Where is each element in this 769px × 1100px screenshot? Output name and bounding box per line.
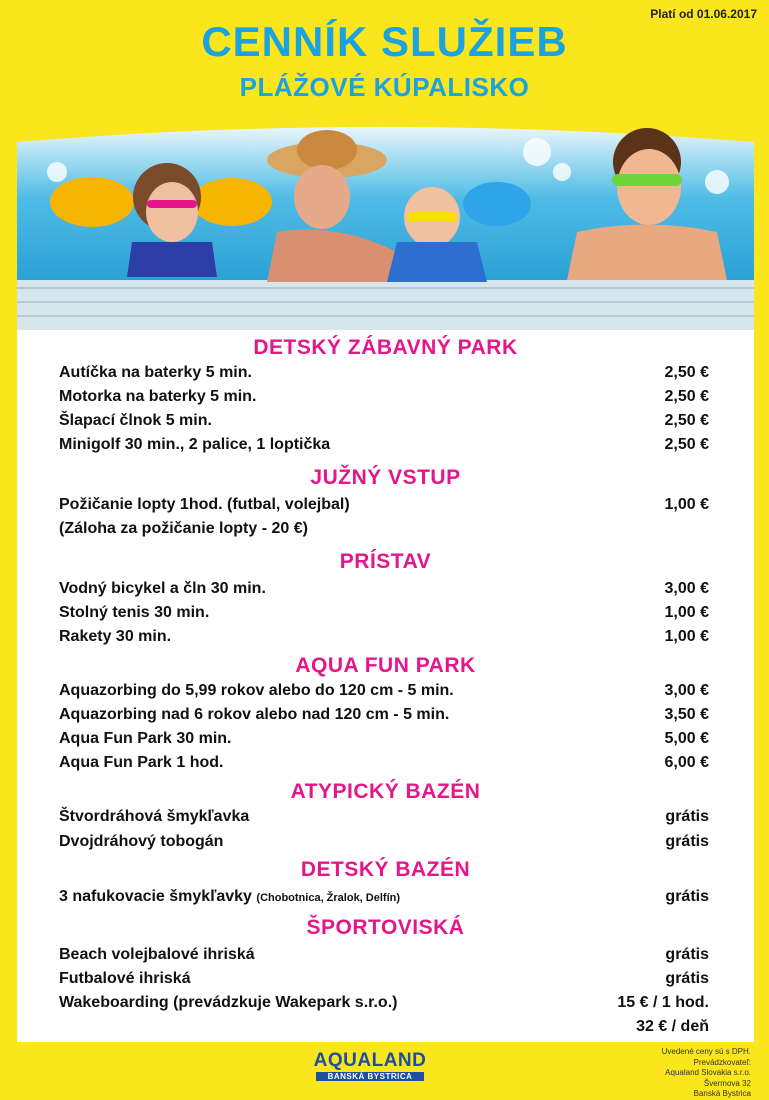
item-price: 5,00 € bbox=[664, 730, 709, 747]
item-price: 3,00 € bbox=[664, 580, 709, 597]
section-title-port: PRÍSTAV bbox=[339, 550, 432, 573]
item-price: 2,50 € bbox=[664, 412, 709, 429]
item-name: Vodný bicykel a čln 30 min. bbox=[59, 580, 266, 597]
item-price: grátis bbox=[665, 888, 709, 905]
item-name: Dvojdráhový tobogán bbox=[59, 833, 224, 850]
item-name: Motorka na baterky 5 min. bbox=[59, 388, 257, 405]
list-item bbox=[59, 580, 709, 602]
item-price: 2,50 € bbox=[664, 388, 709, 405]
list-item bbox=[59, 628, 709, 650]
section-title-kids-park: DETSKÝ ZÁBAVNÝ PARK bbox=[253, 336, 518, 359]
section-title-aqua-fun-park: AQUA FUN PARK bbox=[295, 654, 476, 677]
list-item bbox=[59, 388, 709, 410]
footer-line: Aqualand Slovakia s.r.o. bbox=[665, 1068, 751, 1077]
item-name: 3 nafukovacie šmykľavky bbox=[59, 888, 252, 905]
item-name: Aquazorbing do 5,99 rokov alebo do 120 cm - 5 min. bbox=[59, 682, 454, 699]
item-price: 1,00 € bbox=[664, 604, 709, 621]
item-price: 3,50 € bbox=[664, 706, 709, 723]
footer-line: Prevádzkovateľ: bbox=[693, 1057, 751, 1067]
section-title-kids-pool: DETSKÝ BAZÉN bbox=[300, 858, 471, 881]
item-name: Futbalové ihriská bbox=[59, 970, 191, 987]
aqualand-logo bbox=[308, 1050, 432, 1081]
item-price: 2,50 € bbox=[664, 436, 709, 453]
list-item bbox=[59, 682, 709, 704]
operator-info bbox=[591, 1047, 751, 1100]
item-price: 3,00 € bbox=[664, 682, 709, 699]
valid-from-date: Platí od 01.06.2017 bbox=[650, 7, 757, 21]
list-item bbox=[59, 604, 709, 626]
item-name: Šlapací člnok 5 min. bbox=[59, 412, 212, 429]
item-name: Autíčka na baterky 5 min. bbox=[59, 364, 252, 381]
item-name: Wakeboarding (prevádzkuje Wakepark s.r.o.) bbox=[59, 994, 398, 1011]
item-price: 32 € / deň bbox=[636, 1018, 709, 1035]
list-item bbox=[59, 970, 709, 992]
page-subtitle: PLÁŽOVÉ KÚPALISKO bbox=[239, 72, 530, 102]
item-note: (Chobotnica, Žralok, Delfín) bbox=[256, 892, 401, 904]
list-item bbox=[59, 888, 709, 910]
item-name: Stolný tenis 30 min. bbox=[59, 604, 210, 621]
item-price: 1,00 € bbox=[664, 496, 709, 513]
list-item bbox=[59, 994, 709, 1016]
price-list bbox=[17, 330, 754, 1042]
item-name: Aquazorbing nad 6 rokov alebo nad 120 cm - 5 min. bbox=[59, 706, 450, 723]
item-price: 1,00 € bbox=[664, 628, 709, 645]
section-title-south-entrance: JUŽNÝ VSTUP bbox=[310, 466, 461, 489]
list-item bbox=[59, 946, 709, 968]
item-price: 6,00 € bbox=[664, 754, 709, 771]
item-name: Beach volejbalové ihriská bbox=[59, 946, 255, 963]
item-name: Rakety 30 min. bbox=[59, 628, 172, 645]
item-name: Aqua Fun Park 1 hod. bbox=[59, 754, 224, 771]
item-name: Požičanie lopty 1hod. (futbal, volejbal) bbox=[59, 496, 350, 513]
list-item bbox=[59, 754, 709, 776]
list-item bbox=[59, 436, 709, 458]
logo-subtext: BANSKÁ BYSTRICA bbox=[316, 1072, 424, 1081]
pool-family-photo bbox=[17, 112, 754, 330]
item-price: grátis bbox=[665, 808, 709, 825]
footer-line: Švermova 32 bbox=[703, 1078, 751, 1088]
item-price: grátis bbox=[665, 833, 709, 850]
list-item bbox=[59, 706, 709, 728]
list-item bbox=[59, 364, 709, 386]
item-name: Aqua Fun Park 30 min. bbox=[59, 730, 232, 747]
item-price: 2,50 € bbox=[664, 364, 709, 381]
list-item bbox=[59, 412, 709, 434]
item-name: (Záloha za požičanie lopty - 20 €) bbox=[59, 520, 308, 537]
item-name: Štvordráhová šmykľavka bbox=[59, 808, 250, 825]
item-price: grátis bbox=[665, 946, 709, 963]
item-price: grátis bbox=[665, 970, 709, 987]
list-item bbox=[59, 520, 709, 542]
item-name: Minigolf 30 min., 2 palice, 1 loptička bbox=[59, 436, 331, 453]
item-price: 15 € / 1 hod. bbox=[617, 994, 709, 1011]
section-title-sports: ŠPORTOVISKÁ bbox=[306, 916, 465, 939]
list-item bbox=[59, 808, 709, 830]
footer-line: Uvedené ceny sú s DPH. bbox=[661, 1047, 751, 1056]
section-title-atypical-pool: ATYPICKÝ BAZÉN bbox=[290, 780, 481, 803]
page-title: CENNÍK SLUŽIEB bbox=[201, 18, 568, 65]
list-item bbox=[59, 833, 709, 855]
logo-text: AQUALAND bbox=[313, 1050, 427, 1071]
list-item bbox=[59, 730, 709, 752]
footer-line: Banská Bystrica bbox=[693, 1089, 751, 1098]
list-item bbox=[59, 496, 709, 518]
list-item bbox=[59, 1018, 709, 1040]
